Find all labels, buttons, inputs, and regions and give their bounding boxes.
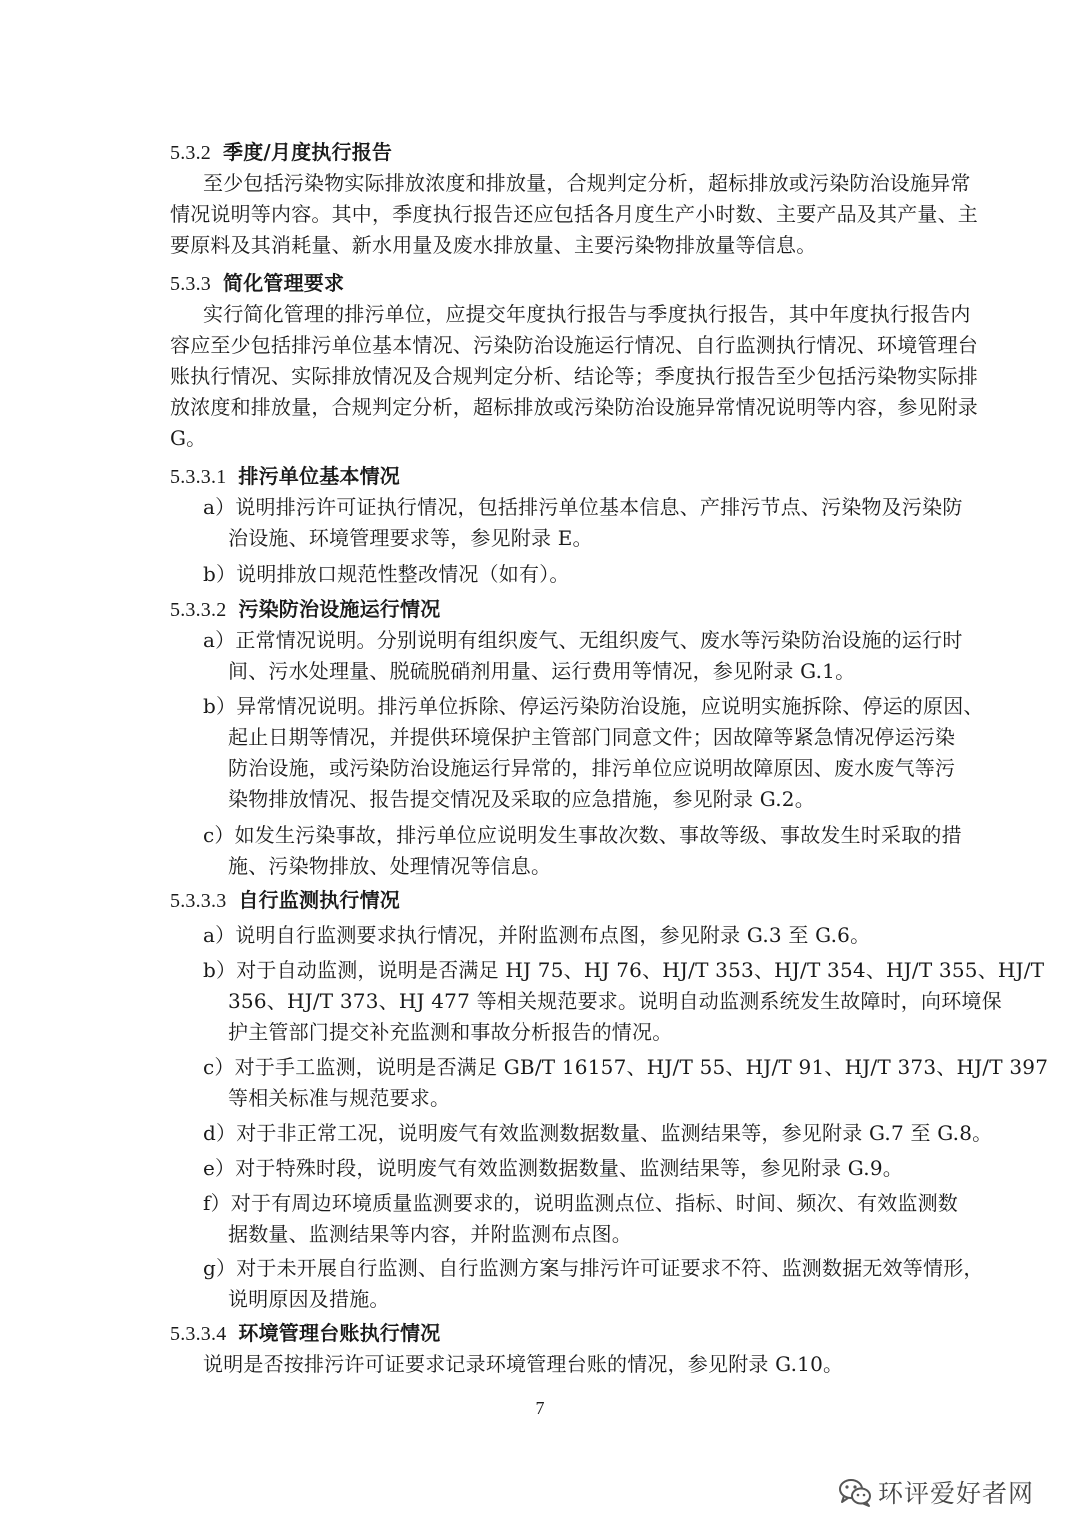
- text-line: a）说明排污许可证执行情况，包括排污单位基本信息、产排污节点、污染物及污染防: [203, 495, 963, 519]
- section-number: 5.3.3.4: [170, 1323, 227, 1345]
- wechat-icon: [838, 1477, 872, 1507]
- text-line: 要原料及其消耗量、新水用量及废水排放量、主要污染物排放量等信息。: [170, 233, 817, 257]
- text-line: 至少包括污染物实际排放浓度和排放量，合规判定分析，超标排放或污染防治设施异常: [203, 171, 971, 195]
- text-line: 实行简化管理的排污单位，应提交年度执行报告与季度执行报告，其中年度执行报告内: [203, 302, 971, 326]
- text-line: 据数量、监测结果等内容，并附监测布点图。: [228, 1222, 632, 1246]
- section-title: 污染防治设施运行情况: [238, 597, 441, 621]
- text-line: 放浓度和排放量，合规判定分析，超标排放或污染防治设施异常情况说明等内容，参见附录: [170, 395, 978, 419]
- text-line: 账执行情况、实际排放情况及合规判定分析、结论等；季度执行报告至少包括污染物实际排: [170, 364, 978, 388]
- text-line: 防治设施，或污染防治设施运行异常的，排污单位应说明故障原因、废水废气等污: [228, 756, 956, 780]
- section-heading: [170, 270, 344, 297]
- text-line: a）正常情况说明。分别说明有组织废气、无组织废气、废水等污染防治设施的运行时: [203, 628, 963, 652]
- text-line: b）对于自动监测，说明是否满足 HJ 75、HJ 76、HJ/T 353、HJ/T 354、HJ/T 355、HJ/T: [203, 958, 1045, 982]
- watermark-text: 环评爱好者网: [878, 1479, 1035, 1508]
- text-line: G。: [170, 426, 207, 450]
- text-line: 说明原因及措施。: [228, 1287, 390, 1311]
- text-line: 情况说明等内容。其中，季度执行报告还应包括各月度生产小时数、主要产品及其产量、主: [170, 202, 978, 226]
- section-title: 环境管理台账执行情况: [238, 1321, 441, 1345]
- section-heading: [170, 1320, 440, 1347]
- watermark: [838, 1474, 1034, 1510]
- text-line: e）对于特殊时段，说明废气有效监测数据数量、监测结果等，参见附录 G.9。: [203, 1156, 903, 1180]
- section-title: 简化管理要求: [223, 271, 345, 295]
- section-title: 排污单位基本情况: [238, 464, 401, 488]
- text-line: f）对于有周边环境质量监测要求的，说明监测点位、指标、时间、频次、有效监测数: [203, 1191, 959, 1215]
- section-title: 季度/月度执行报告: [223, 140, 393, 164]
- section-number: 5.3.3.2: [170, 599, 227, 621]
- section-number: 5.3.2: [170, 142, 211, 164]
- text-line: c）如发生污染事故，排污单位应说明发生事故次数、事故等级、事故发生时采取的措: [203, 823, 962, 847]
- text-line: 染物排放情况、报告提交情况及采取的应急措施，参见附录 G.2。: [228, 787, 815, 811]
- page-number: 7: [535, 1398, 545, 1418]
- text-line: b）异常情况说明。排污单位拆除、停运污染防治设施，应说明实施拆除、停运的原因、: [203, 694, 984, 718]
- section-title: 自行监测执行情况: [238, 888, 401, 912]
- section-heading: [170, 139, 392, 166]
- text-line: b）说明排放口规范性整改情况（如有）。: [203, 562, 570, 586]
- text-line: a）说明自行监测要求执行情况，并附监测布点图，参见附录 G.3 至 G.6。: [203, 923, 871, 947]
- text-line: c）对于手工监测，说明是否满足 GB/T 16157、HJ/T 55、HJ/T 91、HJ/T 373、HJ/T 397: [203, 1055, 1049, 1079]
- text-line: d）对于非正常工况，说明废气有效监测数据数量、监测结果等，参见附录 G.7 至 G.8。: [203, 1121, 993, 1145]
- text-line: 容应至少包括排污单位基本情况、污染防治设施运行情况、自行监测执行情况、环境管理台: [170, 333, 978, 357]
- text-line: 356、HJ/T 373、HJ 477 等相关规范要求。说明自动监测系统发生故障时，向环境保: [228, 989, 1002, 1013]
- text-line: 间、污水处理量、脱硫脱硝剂用量、运行费用等情况，参见附录 G.1。: [228, 659, 856, 683]
- text-line: g）对于未开展自行监测、自行监测方案与排污许可证要求不符、监测数据无效等情形，: [203, 1256, 984, 1280]
- section-heading: [170, 887, 400, 914]
- section-number: 5.3.3.1: [170, 466, 227, 488]
- section-heading: [170, 463, 400, 490]
- text-line: 施、污染物排放、处理情况等信息。: [228, 854, 552, 878]
- section-number: 5.3.3.3: [170, 890, 227, 912]
- text-line: 等相关标准与规范要求。: [228, 1086, 451, 1110]
- text-line: 说明是否按排污许可证要求记录环境管理台账的情况，参见附录 G.10。: [203, 1352, 844, 1376]
- text-line: 护主管部门提交补充监测和事故分析报告的情况。: [228, 1020, 673, 1044]
- text-line: 治设施、环境管理要求等，参见附录 E。: [228, 526, 593, 550]
- section-heading: [170, 596, 440, 623]
- section-number: 5.3.3: [170, 273, 211, 295]
- text-line: 起止日期等情况，并提供环境保护主管部门同意文件；因故障等紧急情况停运污染: [228, 725, 956, 749]
